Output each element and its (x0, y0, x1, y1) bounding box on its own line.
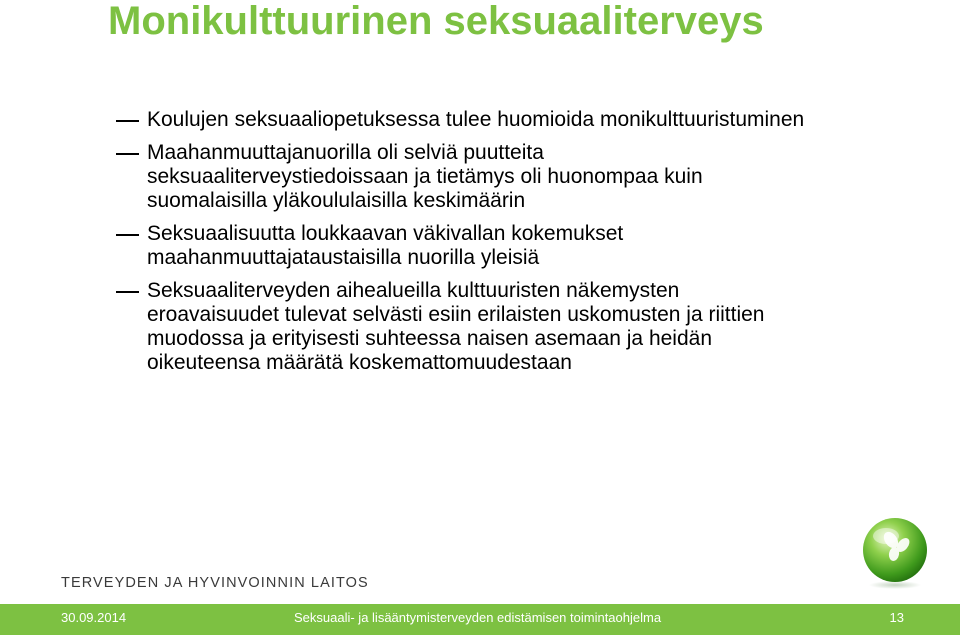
footer-title: Seksuaali- ja lisääntymisterveyden edistämisen toimintaohjelma (294, 610, 662, 625)
bullet-text: Koulujen seksuaaliopetuksessa tulee huomioida monikulttuuristuminen (147, 108, 805, 131)
dash-bullet-icon (116, 120, 139, 122)
bullet-item (112, 279, 932, 375)
footer-date: 30.09.2014 (61, 610, 127, 625)
organization-name: TERVEYDEN JA HYVINVOINNIN LAITOS (61, 575, 369, 591)
page-number: 13 (889, 610, 904, 625)
green-sphere-logo-icon (858, 516, 932, 590)
dash-bullet-icon (116, 291, 139, 293)
bullet-list (112, 108, 932, 384)
bullet-text: Maahanmuuttajanuorilla oli selviä puutteita seksuaaliterveystiedoissaan ja tietämys oli huonompaa kuin suomalaisilla yläkoululaisilla keskimäärin (147, 141, 703, 212)
slide-title: Monikulttuurinen seksuaaliterveys (108, 0, 764, 43)
bullet-text: Seksuaalisuutta loukkaavan väkivallan kokemukset maahanmuuttajataustaisilla nuorilla yleisiä (147, 222, 624, 269)
dash-bullet-icon (116, 153, 139, 155)
bullet-text: Seksuaaliterveyden aihealueilla kulttuuristen näkemysten eroavaisuudet tulevat selvästi esiin erilaisten uskomusten ja riittien muodossa ja erityisesti suhteessa naisen asemaan ja heidän oikeuteensa määrätä koskemattomuudestaan (147, 279, 765, 374)
bullet-item (112, 141, 932, 213)
bullet-item (112, 222, 932, 270)
bullet-item (112, 108, 932, 132)
dash-bullet-icon (116, 234, 139, 236)
